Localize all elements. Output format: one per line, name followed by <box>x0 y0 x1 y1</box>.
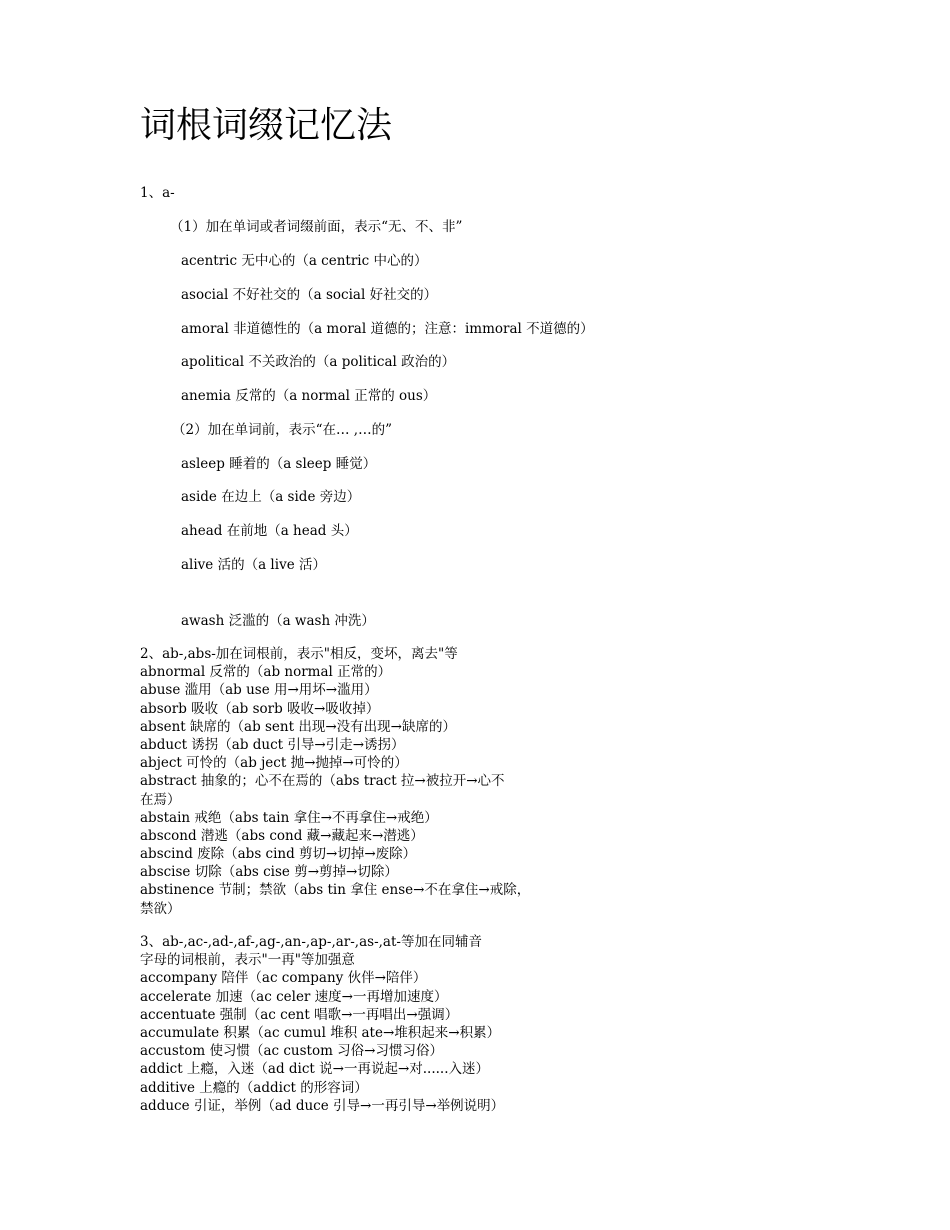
list-item: additive 上瘾的（addict 的形容词） <box>140 1079 368 1096</box>
list-item: anemia 反常的（a normal 正常的 ous） <box>181 388 437 404</box>
list-item: apolitical 不关政治的（a political 政治的） <box>181 354 456 370</box>
section-1-heading: 1、a- <box>140 185 175 201</box>
list-item-continuation: 禁欲） <box>140 900 181 917</box>
section-2-heading: 2、ab-,abs-加在词根前，表示"相反，变坏，离去"等 <box>140 646 458 662</box>
section-3 <box>140 933 504 1115</box>
list-item: awash 泛滥的（a wash 冲洗） <box>181 613 375 629</box>
section-1-subheading-1: （1）加在单词或者词缀前面，表示“无、不、非” <box>170 219 463 235</box>
list-item: abscise 切除（abs cise 剪→剪掉→切除） <box>140 864 398 881</box>
list-item: accelerate 加速（ac celer 速度→一再增加速度） <box>140 988 448 1005</box>
list-item: accentuate 强制（ac cent 唱歌→一再唱出→强调） <box>140 1006 459 1023</box>
page-title: 词根词缀记忆法 <box>140 105 393 146</box>
list-item: abject 可怜的（ab ject 抛→抛掉→可怜的） <box>140 755 408 772</box>
list-item: abstract 抽象的；心不在焉的（abs tract 拉→被拉开→心不 <box>140 773 505 790</box>
list-item: addict 上瘾，入迷（ad dict 说→一再说起→对......入迷） <box>140 1061 490 1078</box>
list-item: abduct 诱拐（ab duct 引导→引走→诱拐） <box>140 736 405 753</box>
list-item: abscind 废除（abs cind 剪切→切掉→废除） <box>140 846 417 863</box>
list-item: abstain 戒绝（abs tain 拿住→不再拿住→戒绝） <box>140 809 438 826</box>
list-item: aside 在边上（a side 旁边） <box>181 489 361 505</box>
section-3-heading: 3、ab-,ac-,ad-,af-,ag-,an-,ap-,ar-,as-,at-等加在同辅音 <box>140 934 482 950</box>
list-item: abuse 滥用（ab use 用→用坏→滥用） <box>140 682 378 699</box>
list-item: asocial 不好社交的（a social 好社交的） <box>181 287 438 303</box>
list-item-continuation: 在焉） <box>140 791 181 808</box>
section-3-heading-continuation: 字母的词根前，表示"一再"等加强意 <box>140 952 355 969</box>
list-item: accompany 陪伴（ac company 伙伴→陪伴） <box>140 970 427 987</box>
list-item: alive 活的（a live 活） <box>181 557 326 573</box>
list-item: accustom 使习惯（ac custom 习俗→习惯习俗） <box>140 1043 443 1060</box>
list-item: adduce 引证，举例（ad duce 引导→一再引导→举例说明） <box>140 1097 505 1114</box>
list-item: accumulate 积累（ac cumul 堆积 ate→堆积起来→积累） <box>140 1024 501 1041</box>
section-2 <box>140 645 530 918</box>
list-item: amoral 非道德性的（a moral 道德的；注意：immoral 不道德的） <box>181 321 594 337</box>
list-item: abscond 潜逃（abs cond 藏→藏起来→潜逃） <box>140 827 424 844</box>
list-item: absent 缺席的（ab sent 出现→没有出现→缺席的） <box>140 718 456 735</box>
list-item: abnormal 反常的（ab normal 正常的） <box>140 664 392 681</box>
list-item: ahead 在前地（a head 头） <box>181 523 358 539</box>
list-item: absorb 吸收（ab sorb 吸收→吸收掉） <box>140 700 380 717</box>
list-item: acentric 无中心的（a centric 中心的） <box>181 253 428 269</box>
list-item: abstinence 节制；禁欲（abs tin 拿住 ense→不在拿住→戒除， <box>140 882 531 899</box>
list-item: asleep 睡着的（a sleep 睡觉） <box>181 456 377 472</box>
section-1-subheading-2: （2）加在单词前，表示“在… ,…的” <box>172 422 392 438</box>
